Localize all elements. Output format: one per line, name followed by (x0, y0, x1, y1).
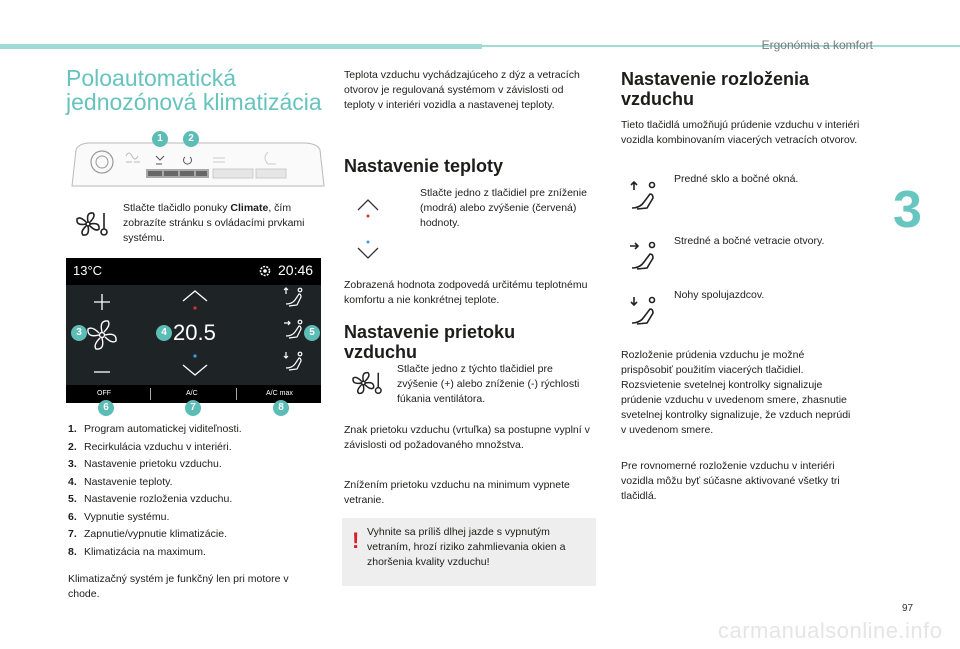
airflow-note-1: Znak prietoku vzduchu (vrtuľka) sa postupne vyplní v závislosti od požadovaného množstva. (344, 424, 590, 451)
bottom-divider-1 (150, 388, 151, 400)
temp-down-icon (356, 238, 380, 267)
fan-speed-icon (85, 318, 119, 357)
airflow-note-2: Znížením prietoku vzduchu na minimum vypnete vetranie. (344, 479, 570, 506)
list-item: 5. Nastavenie rozloženia vzduchu. (68, 493, 233, 505)
distribution-note-1: Rozloženie prúdenia vzduchu je možné prispôsobiť použitím viacerých tlačidiel. Rozsvietenie svetelnej kontrolky signalizuje prúdenie vzduchu v uvedenom smere, zhasnutie svetelnej kontrolky signalizuje, že vzduch neprúdi v uvedenom smere. (621, 349, 851, 436)
fan-thermometer-icon-small (350, 369, 386, 402)
callout-badge-7: 7 (185, 400, 201, 416)
temp-up-icon (356, 196, 380, 225)
list-item: 6. Vypnutie systému. (68, 510, 170, 523)
list-item: 3. Nastavenie prietoku vzduchu. (68, 458, 222, 470)
settings-gear-icon (258, 264, 272, 283)
chapter-number: 3 (893, 181, 922, 239)
climate-menu-instruction (123, 201, 318, 246)
fan-increase-button[interactable] (92, 292, 112, 317)
feet-airflow-button[interactable] (282, 350, 306, 377)
bottom-divider-2 (236, 388, 237, 400)
vents-direction-icon (628, 240, 660, 277)
vents-airflow-button[interactable] (282, 318, 306, 345)
windscreen-direction-icon (628, 180, 660, 217)
temp-increase-button[interactable] (181, 289, 209, 318)
option-vents: Stredné a bočné vetracie otvory. (674, 235, 825, 247)
list-item: 7. Zapnutie/vypnutie klimatizácie. (68, 528, 227, 540)
temperature-heading: Nastavenie teploty (344, 156, 504, 176)
list-item: 1. Program automatickej viditeľnosti. (68, 423, 242, 435)
clock-time: 20:46 (278, 262, 314, 278)
climate-text-after: , čím zobrazíte stránku s ovládacími prvkami systému. (123, 202, 305, 244)
list-item: 8. Klimatizácia na maximum. (68, 545, 206, 558)
option-windscreen: Predné sklo a bočné okná. (674, 173, 799, 185)
control-panel-illustration (68, 134, 326, 194)
airflow-instruction: Stlačte jedno z týchto tlačidiel pre zvýšenie (+) alebo zníženie (-) rýchlosti fúkania ventilátora. (397, 363, 580, 405)
list-item: 4. Nastavenie teploty. (68, 475, 173, 488)
windscreen-airflow-button[interactable] (282, 286, 306, 313)
feet-direction-icon (628, 295, 660, 332)
outside-temperature: 13°C (73, 263, 103, 278)
distribution-heading: Nastavenie rozloženia vzduchu (621, 69, 810, 109)
legend-list (68, 421, 328, 561)
temperature-note: Zobrazená hodnota zodpovedá určitému teplotnému komfortu a nie konkrétnej teplote. (344, 279, 588, 306)
callout-badge-8: 8 (273, 400, 289, 416)
climate-text-before: Stlačte tlačidlo ponuky (123, 202, 231, 214)
callout-badge-1: 1 (152, 131, 168, 147)
airflow-heading: Nastavenie prietoku vzduchu (344, 322, 516, 362)
temperature-instruction: Stlačte jedno z tlačidiel pre zníženie (modrá) alebo zvýšenie (červená) hodnoty. (420, 187, 587, 229)
header-accent-bar (0, 44, 482, 49)
header-accent-line (482, 45, 960, 47)
watermark: carmanualsonline.info (718, 618, 943, 643)
page-number: 97 (902, 603, 914, 614)
climate-menu-name: Climate (230, 202, 269, 214)
warning-text: Vyhnite sa príliš dlhej jazde s vypnutým vetraním, hrozí riziko zahmlievania okien a zhoršenia kvality vzduchu! (367, 526, 566, 568)
fan-decrease-button[interactable] (92, 364, 112, 382)
ac-button[interactable]: A/C (186, 390, 198, 397)
callout-badge-6: 6 (98, 400, 114, 416)
off-button[interactable]: OFF (97, 390, 111, 397)
temperature-intro: Teplota vzduchu vychádzajúceho z dýz a vetracích otvorov je regulovaná systémom v závislosti od teploty v interiéri vozidla a nastavenej teploty. (344, 69, 580, 111)
callout-badge-3: 3 (71, 325, 87, 341)
distribution-intro: Tieto tlačidlá umožňujú prúdenie vzduchu v interiéri vozidla kombinovaním viacerých vetracích otvorov. (621, 119, 860, 146)
callout-badge-2: 2 (183, 131, 199, 147)
distribution-note-2: Pre rovnomerné rozloženie vzduchu v interiéri vozidla môžu byť súčasne aktivované všetky tri tlačidlá. (621, 460, 840, 502)
list-item: 2. Recirkulácia vzduchu v interiéri. (68, 440, 232, 453)
callout-badge-4: 4 (156, 325, 172, 341)
page-title: Poloautomatická jednozónová klimatizácia (66, 65, 322, 115)
fan-thermometer-icon (74, 209, 112, 239)
ac-max-button[interactable]: A/C max (266, 390, 293, 397)
option-feet: Nohy spolujazdcov. (674, 289, 765, 301)
warning-icon: ! (352, 528, 360, 553)
engine-note: Klimatizačný systém je funkčný len pri motore v chode. (68, 573, 289, 600)
temp-decrease-button[interactable] (181, 351, 209, 382)
callout-badge-5: 5 (304, 325, 320, 341)
section-title: Ergonómia a komfort (761, 38, 873, 52)
set-temperature-value: 20.5 (173, 320, 216, 345)
